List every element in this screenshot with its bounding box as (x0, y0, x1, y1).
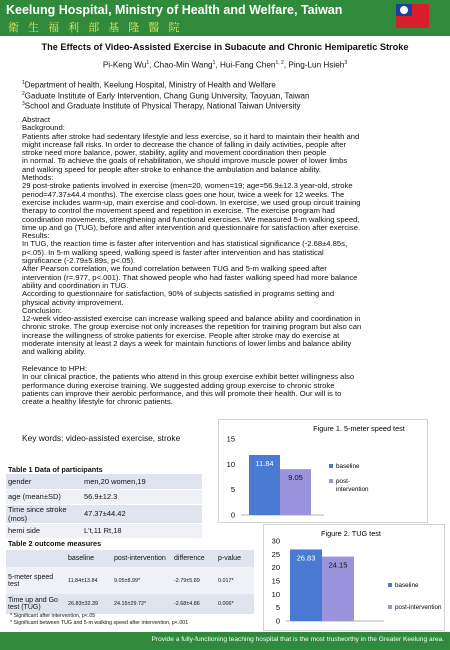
y-tick-label: 10 (226, 459, 235, 469)
y-tick-label: 5 (230, 485, 235, 495)
abstract-line: intervention (r=.977, p<.001). That showed people who had faster walking speed had more balance (22, 272, 358, 282)
abstract-line: chronic stroke. The group exercise not only increases the repetition for training program but also can (22, 322, 362, 332)
chart-title: Figure 2. TUG test (321, 529, 381, 538)
legend-swatch (388, 583, 392, 587)
author-name: Hui-Fang Chen (219, 60, 276, 70)
legend-swatch (329, 464, 333, 468)
abstract-line: moderate intensity at least 2 days a week for maintain functions of lower limbs and balance ability (22, 339, 352, 349)
table-header-cell (6, 550, 66, 567)
table-cell: -2.79±5.89 (172, 567, 216, 594)
abstract-line: patients can improve their aerobic performance, and this will promote their health. Our will is to (22, 388, 342, 398)
affiliation-item: $^3$School and Graduate Institute of Physical Therapy, National Taiwan University (22, 101, 301, 111)
table2-footnote: * Significant after intervention, p<.05 (10, 613, 96, 619)
figure1-svg (219, 420, 429, 524)
keywords-line: Key words: video-assisted exercise, stroke (22, 433, 181, 443)
table-cell: -2.68±4.86 (172, 594, 216, 614)
abstract-line: time up and go (TUG), before and after intervention and questionnaire for satisfaction after exercise. (22, 222, 361, 232)
hospital-name-chinese: 衛 生 福 利 部 基 隆 醫 院 (8, 22, 183, 34)
table-row (6, 489, 202, 504)
paper-title: The Effects of Video-Assisted Exercise in Subacute and Chronic Hemiparetic Stroke (41, 42, 409, 52)
y-tick-label: 0 (230, 510, 235, 520)
footer-bar (0, 632, 450, 650)
abstract-line: 12-week video-assisted exercise can increase walking speed and balance ability and coordination in (22, 314, 361, 324)
abstract-line: significance (-2.79±5.89s, p<.05). (22, 256, 136, 266)
table-cell: Time since stroke (mos) (6, 504, 82, 523)
footer-slogan: Provide a fully-functioning teaching hospital that is the most trustworthy in the Greater Keelung area. (151, 636, 444, 643)
y-tick-label: 15 (226, 434, 235, 444)
abstract-line: exercise includes warm-up, main exercise and cool-down. In exercise, we used group circuit training (22, 197, 361, 207)
table-cell: 0.017* (216, 567, 254, 594)
figure2-tug-chart (263, 524, 445, 631)
author-name: Ping-Lun Hsieh (288, 60, 345, 70)
table-cell: 0.006* (216, 594, 254, 614)
table-cell: L't,11 Rt,18 (82, 523, 202, 538)
table-cell: 47.37±44.42 (82, 504, 202, 523)
table-cell: gender (6, 474, 82, 489)
table-header-cell: p-value (216, 550, 254, 567)
figure2-svg (264, 525, 446, 632)
legend-swatch (388, 605, 392, 609)
hospital-header-bar (0, 0, 450, 36)
abstract-line: and walking ability. (22, 347, 86, 357)
abstract-line: Relevance to HPH: (22, 363, 87, 373)
abstract-line: therapy to control the movement speed and repetition in exercise. The exercise program had (22, 206, 335, 216)
table-cell: 26.83±32.39 (66, 594, 112, 614)
data-label: 9.05 (288, 473, 303, 483)
abstract-line: in normal. To achieve the goals of rehabilitation, we should improve muscle power of lower limbs (22, 156, 348, 166)
table2-caption: Table 2 outcome measures (8, 539, 102, 548)
outcome-table (6, 550, 254, 614)
legend-label: intervention (336, 486, 369, 493)
abstract-body (22, 116, 430, 406)
table-row (6, 567, 254, 594)
abstract-line: create a healthy lifestyle for chronic patients. (22, 397, 173, 407)
y-tick-label: 5 (275, 603, 280, 613)
abstract-line: Abstract (22, 115, 51, 124)
abstract-line: Patients after stroke had sedentary lifestyle and less exercise, so it hard to maintain their health and (22, 131, 360, 141)
abstract-line: 29 post-stroke patients involved in exercise (men=20, women=19; age=56.9±12.3 year-old, stroke (22, 181, 353, 191)
affiliation-item: $^1$Department of health, Keelung Hospital, Ministry of Health and Welfare (22, 80, 276, 90)
abstract-line: and walking speed for people after stroke to enhance the ambulation and balance ability. (22, 164, 321, 174)
table-cell: 9.05±8.99* (112, 567, 172, 594)
table-header-cell: post-intervention (112, 550, 172, 567)
table-row (6, 523, 202, 538)
data-label: 26.83 (296, 553, 316, 563)
y-tick-label: 15 (271, 576, 280, 586)
legend-label: post- (336, 478, 350, 485)
author-name: Chao-Min Wang (153, 60, 213, 70)
abstract-line: Background: (22, 123, 65, 133)
participants-table (6, 474, 202, 539)
abstract-line: ability and coordination in TUG. (22, 280, 129, 290)
abstract-line: performance during exercise training. We suggested adding group exercise to chronic stroke (22, 380, 335, 390)
legend-label: post-intervention (395, 604, 442, 611)
affiliation-list (22, 79, 309, 111)
abstract-line: period=47.37±44.4 months). The exercise class goes one hour, twice a week for 12 weeks. The (22, 189, 345, 199)
table-cell: age (mean±SD) (6, 489, 82, 504)
table-header-cell: difference (172, 550, 216, 567)
abstract-line: might increase fall risks. In order to decrease the chance of falling in daily activities, people after (22, 139, 347, 149)
author-name: Pi-Keng Wu (102, 60, 147, 70)
taiwan-flag-icon (396, 4, 429, 28)
abstract-line: increase the willingness of stroke patients for exercise. People after stroke may do exercise at (22, 330, 340, 340)
table-cell: 24.15±29.72* (112, 594, 172, 614)
figure1-speed-chart (218, 419, 428, 523)
table1-caption: Table 1 Data of participants (8, 465, 103, 474)
legend-label: baseline (395, 582, 419, 589)
table2-footnote: * Significant between TUG and 5-m walking speed after intervention, p<.001 (10, 620, 189, 626)
abstract-line: coordination movements, strengthening and functional exercises. We measured 5-m walking speed, (22, 214, 360, 224)
y-tick-label: 25 (271, 549, 280, 559)
table-header-cell: baseline (66, 550, 112, 567)
abstract-line: Results: (22, 231, 50, 241)
data-label: 24.15 (328, 560, 348, 570)
y-tick-label: 0 (275, 616, 280, 626)
table-row (6, 474, 202, 489)
legend-swatch (329, 479, 333, 483)
abstract-line: p<.05). In 5-m walking speed, walking speed is faster after intervention and has statistical (22, 247, 324, 257)
y-tick-label: 10 (271, 589, 280, 599)
abstract-line: In TUG, the reaction time is faster after intervention and has statistical significance (-2.68±4.85s， (22, 239, 353, 249)
abstract-line: According to questionnaire for satisfaction, 90% of subjects satisfied in programs setting and (22, 289, 335, 299)
table-cell: Time up and Go test (TUG) (6, 594, 66, 614)
y-tick-label: 30 (271, 536, 280, 546)
abstract-line: Methods: (22, 173, 54, 183)
legend-label: baseline (336, 463, 360, 470)
table-cell: men,20 women,19 (82, 474, 202, 489)
affiliation-item: $^2$Gaduate Institute of Early Intervention, Chang Gung University, Taoyuan, Taiwan (22, 90, 310, 101)
table-cell: hemi side (6, 523, 82, 538)
abstract-line: physical activity improvement. (22, 297, 124, 307)
abstract-line: Conclusion: (22, 305, 62, 315)
chart-title: Figure 1. 5-meter speed test (313, 424, 405, 433)
abstract-line: After Pearson correlation, we found correlation between TUG and 5-m walking speed after (22, 264, 327, 274)
author-list: Pi-Keng Wu$^1$, Chao-Min Wang$^1$, Hui-Fang Chen$^{1, 2}$, Ping-Lun Hsieh$^3$ (102, 60, 348, 70)
abstract-line: In our clinical practice, the patients who attend in this group exercise exhibit better willingness also (22, 372, 355, 382)
abstract-line: stroke need more balance, power, stability, agility and movement coordination then people (22, 148, 327, 158)
table-row (6, 504, 202, 523)
y-tick-label: 20 (271, 563, 280, 573)
table-header-row (6, 550, 254, 567)
table-cell: 5-meter speed test (6, 567, 66, 594)
table-cell: 56.9±12.3 (82, 489, 202, 504)
table-cell: 11.84±13.84 (66, 567, 112, 594)
hospital-name-english: Keelung Hospital, Ministry of Health and Welfare, Taiwan (6, 3, 343, 17)
table-row (6, 594, 254, 614)
data-label: 11.84 (255, 459, 274, 469)
